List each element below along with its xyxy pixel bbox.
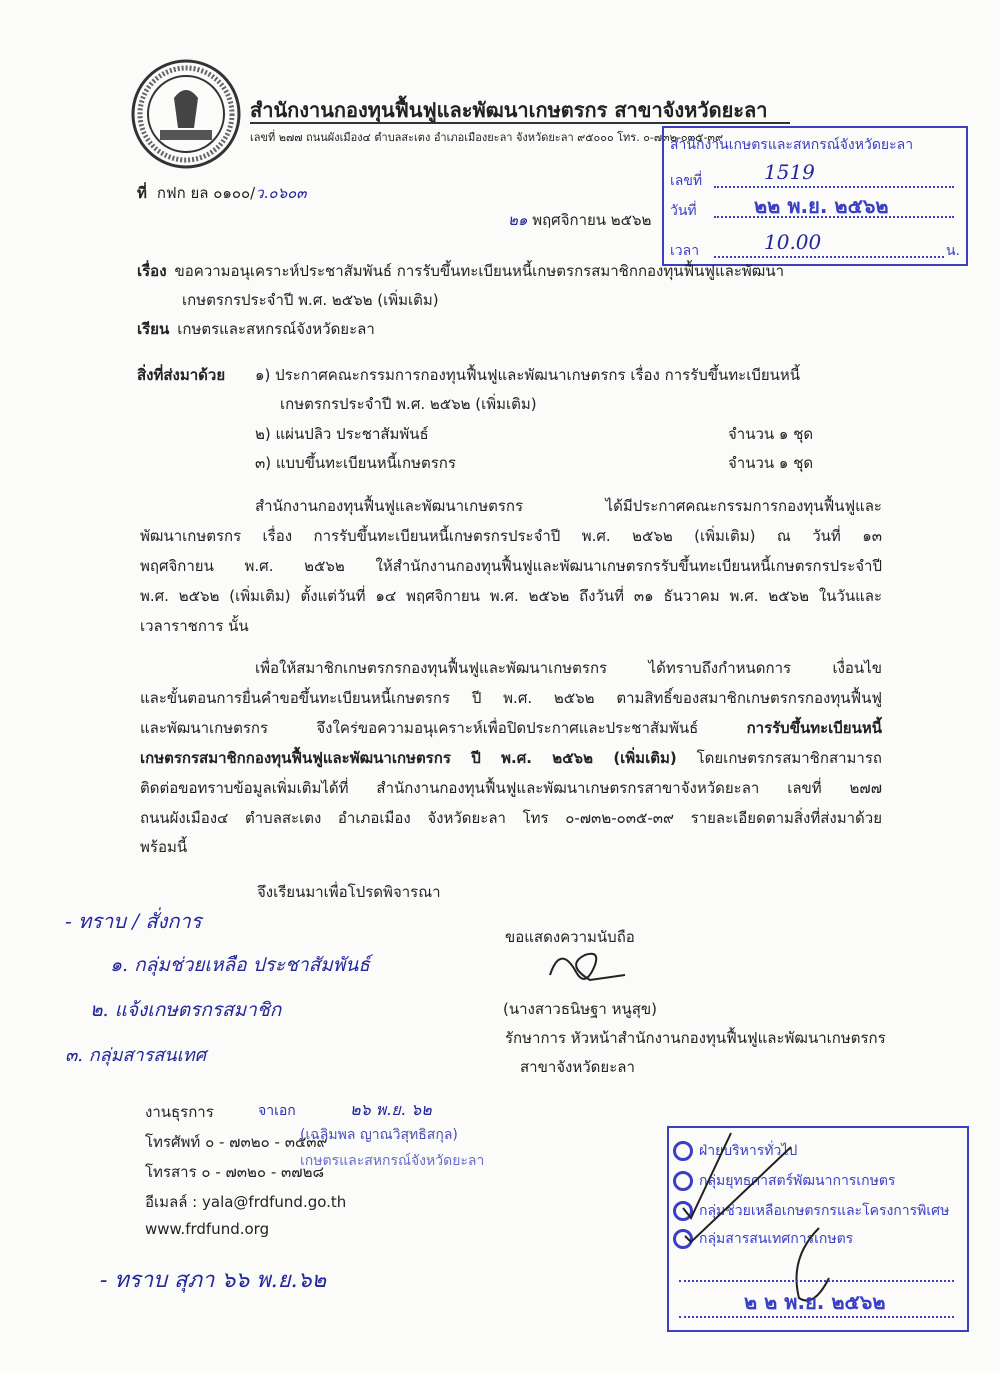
receipt-no-label: เลขที่ — [670, 173, 703, 189]
body-line: สำนักงานกองทุนฟื้นฟูและพัฒนาเกษตรกร ได้มีประกาศคณะกรรมการกองทุนฟื้นฟูและ — [255, 497, 882, 515]
handwritten-note: ๓. กลุ่มสารสนเทศ — [65, 1045, 207, 1066]
receipt-date-value: ๒๒ พ.ย. ๒๕๖๒ — [754, 194, 889, 218]
ref-handwritten: ว.๐๖๐๓ — [255, 184, 307, 202]
signer-position: รักษาการ หัวหน้าสำนักงานกองทุนฟื้นฟูและพัฒนาเกษตรกร — [505, 1029, 886, 1047]
routing-option-label: ฝ่ายบริหารทั่วไป — [699, 1143, 798, 1159]
recipient-label: เรียน — [137, 320, 170, 338]
body-line: พ.ศ. ๒๕๖๒ (เพิ่มเติม) ตั้งแต่วันที่ ๑๔ พฤศจิกายน พ.ศ. ๒๕๖๒ ถึงวันที่ ๓๑ ธันวาคม พ.ศ. ๒๕๖๒ ในวันและ — [140, 587, 882, 605]
body-text: โดยเกษตรกรสมาชิกสามารถ — [676, 749, 882, 767]
body-line: ติดต่อขอทราบข้อมูลเพิ่มเติมได้ที่ สำนักงานกองทุนฟื้นฟูและพัฒนาเกษตรกรสาขาจังหวัดยะลา เลขที่ ๒๗๗ — [140, 779, 882, 797]
official-stamp-name: (เฉลิมพล ญาณวิสุทธิสกุล) — [300, 1127, 458, 1143]
body-line — [140, 716, 882, 740]
official-stamp-prefix: จาเอก — [258, 1103, 296, 1119]
attachment-item: ๒) แผ่นปลิว ประชาสัมพันธ์ — [255, 425, 429, 443]
subject-line2: เกษตรกรประจำปี พ.ศ. ๒๕๖๒ (เพิ่มเติม) — [182, 291, 439, 309]
routing-option-label: กลุ่มยุทธศาสตร์พัฒนาการเกษตร — [699, 1173, 896, 1189]
receipt-stamp-title: สำนักงานเกษตรและสหกรณ์จังหวัดยะลา — [670, 137, 914, 153]
receipt-no-value: 1519 — [764, 160, 815, 184]
contact-email: อีเมลล์ : yala@frdfund.go.th — [145, 1193, 347, 1211]
logo-seal-icon — [130, 58, 242, 170]
dotted-line — [679, 1280, 954, 1282]
attachment-qty: จำนวน ๑ ชุด — [728, 454, 814, 472]
handwritten-note: - ทราบ / สั่งการ — [65, 909, 202, 933]
official-stamp-title: เกษตรและสหกรณ์จังหวัดยะลา — [300, 1153, 485, 1169]
dotted-line — [714, 186, 954, 188]
body-line: เพื่อให้สมาชิกเกษตรกรกองทุนฟื้นฟูและพัฒนาเกษตรกร ได้ทราบถึงกำหนดการ เงื่อนไข — [255, 659, 882, 677]
attachment-qty: จำนวน ๑ ชุด — [728, 425, 814, 443]
attachment-item: ๑) ประกาศคณะกรรมการกองทุนฟื้นฟูและพัฒนาเกษตรกร เรื่อง การรับขึ้นทะเบียนหนี้ — [255, 366, 801, 384]
body-line: ถนนผังเมือง๔ ตำบลสะเตง อำเภอเมือง จังหวัดยะลา โทร ๐-๗๓๒-๐๓๕-๓๙ รายละเอียดตามสิ่งที่ส่งมาด้วย — [140, 809, 882, 827]
closing: จึงเรียนมาเพื่อโปรดพิจารณา — [257, 883, 441, 901]
handwritten-note: ๒. แจ้งเกษตรกรสมาชิก — [90, 999, 282, 1021]
receipt-time-label: เวลา — [670, 243, 700, 259]
contact-web: www.frdfund.org — [145, 1220, 270, 1238]
contact-phone: โทรศัพท์ ๐ - ๗๓๒๐ - ๓๕๓๙ — [145, 1133, 328, 1151]
routing-option-label: กลุ่มช่วยเหลือเกษตรกรและโครงการพิเศษ — [699, 1203, 950, 1219]
body-line: และขั้นตอนการยื่นคำขอขึ้นทะเบียนหนี้เกษตรกร ปี พ.ศ. ๒๕๖๒ ตามสิทธิ์ของสมาชิกเกษตรกรกองทุนฟื้นฟู — [140, 689, 882, 707]
body-line: พร้อมนี้ — [140, 838, 188, 856]
official-stamp-date: ๒๖ พ.ย. ๖๒ — [350, 1100, 432, 1119]
body-text: และพัฒนาเกษตรกร จึงใคร่ขอความอนุเคราะห์เพื่อปิดประกาศและประชาสัมพันธ์ — [140, 719, 747, 737]
regards: ขอแสดงความนับถือ — [505, 928, 635, 946]
ref-number — [137, 181, 307, 205]
logo — [130, 58, 242, 170]
routing-option-label: กลุ่มสารสนเทศการเกษตร — [699, 1231, 854, 1247]
receipt-stamp — [662, 126, 968, 266]
org-name: สำนักงานกองทุนฟื้นฟูและพัฒนาเกษตรกร สาขาจังหวัดยะลา — [250, 98, 768, 122]
body-line — [140, 746, 882, 770]
routing-stamp-date: ๒ ๒ พ.ย. ๒๕๖๒ — [744, 1290, 886, 1314]
attachment-item: ๓) แบบขึ้นทะเบียนหนี้เกษตรกร — [255, 454, 456, 472]
attachment-item-cont: เกษตรกรประจำปี พ.ศ. ๒๕๖๒ (เพิ่มเติม) — [280, 395, 537, 413]
date-text: พฤศจิกายน ๒๕๖๒ — [532, 211, 652, 229]
receipt-time-value: 10.00 — [764, 230, 822, 254]
subject — [137, 259, 784, 283]
contact-dept: งานธุรการ — [145, 1103, 214, 1121]
body-text-bold: การรับขึ้นทะเบียนหนี้ — [746, 719, 882, 737]
handwritten-footer-note: - ทราบ สุภา ๖๖ พ.ย.๖๒ — [100, 1268, 327, 1293]
body-line: พฤศจิกายน พ.ศ. ๒๕๖๒ ให้สำนักงานกองทุนฟื้นฟูและพัฒนาเกษตรกรรับขึ้นทะเบียนหนี้เกษตรกรประจำปี — [140, 557, 882, 575]
signer-name: (นางสาวธนิษฐา หนูสุข) — [503, 1000, 658, 1018]
body-text-bold: เกษตรกรสมาชิกกองทุนฟื้นฟูและพัฒนาเกษตรกร ปี พ.ศ. ๒๕๖๒ (เพิ่มเติม) — [140, 749, 677, 767]
date-day: ๒๑ — [508, 211, 528, 229]
org-address: เลขที่ ๒๗๗ ถนนผังเมือง๔ ตำบลสะเตง อำเภอเมืองยะลา จังหวัดยะลา ๙๕๐๐๐ โทร. ๐-๗๓๒-๐๓๕-๓๙ — [250, 131, 724, 144]
contact-fax: โทรสาร ๐ - ๗๓๒๐ - ๓๗๒๘ — [145, 1163, 325, 1181]
body-line: พัฒนาเกษตรกร เรื่อง การรับขึ้นทะเบียนหนี้เกษตรกรประจำปี พ.ศ. ๒๕๖๒ (เพิ่มเติม) ณ วันที่ ๑๓ — [140, 527, 882, 545]
receipt-time-suffix: น. — [946, 243, 961, 259]
subject-label: เรื่อง — [137, 262, 167, 280]
letter-date — [508, 208, 651, 232]
ref-label: ที่ — [137, 184, 147, 202]
body-line: เวลาราชการ นั้น — [140, 617, 249, 635]
dotted-line — [714, 256, 944, 258]
routing-stamp — [667, 1126, 969, 1332]
recipient — [137, 317, 375, 341]
recipient-value: เกษตรและสหกรณ์จังหวัดยะลา — [177, 320, 375, 338]
ref-value: กฟก ยล ๐๑๐๐/ — [156, 184, 256, 202]
subject-line1: ขอความอนุเคราะห์ประชาสัมพันธ์ การรับขึ้นทะเบียนหนี้เกษตรกรสมาชิกกองทุนฟื้นฟูและพัฒนา — [174, 262, 785, 280]
header-rule — [250, 122, 790, 124]
attachments-label: สิ่งที่ส่งมาด้วย — [137, 366, 226, 384]
signer-branch: สาขาจังหวัดยะลา — [520, 1058, 635, 1076]
dotted-line — [679, 1316, 954, 1318]
handwritten-note: ๑. กลุ่มช่วยเหลือ ประชาสัมพันธ์ — [110, 954, 370, 976]
receipt-date-label: วันที่ — [670, 203, 697, 219]
signature-scribble — [540, 945, 630, 999]
